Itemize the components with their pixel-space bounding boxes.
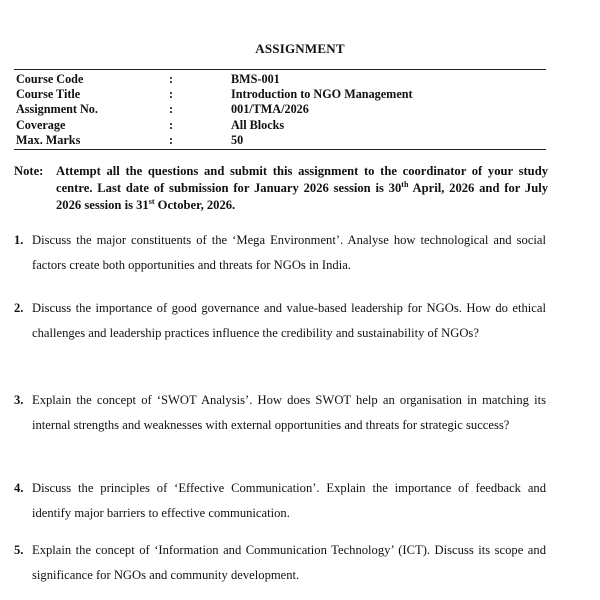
- question-number: 3.: [14, 393, 24, 407]
- question-5: [14, 538, 546, 587]
- question-4: [14, 476, 546, 525]
- info-colon: :: [169, 87, 174, 102]
- info-value: 001/TMA/2026: [231, 102, 309, 117]
- info-label: Max. Marks: [16, 132, 81, 147]
- bottom-divider: [14, 149, 546, 150]
- question-1: [14, 228, 546, 277]
- question-number: 1.: [14, 233, 24, 247]
- info-colon: :: [169, 117, 174, 132]
- question-3: [14, 388, 546, 437]
- question-number: 4.: [14, 481, 24, 495]
- question-text: Explain the concept of ‘Information and Communication Technology’ (ICT). Discuss its scope and significance for NGOs and community development.: [32, 543, 546, 582]
- info-colon: :: [169, 72, 174, 86]
- info-colon: :: [169, 132, 174, 147]
- note-label: Note:: [14, 164, 44, 178]
- question-text: Explain the concept of ‘SWOT Analysis’. How does SWOT help an organisation in matching its internal strengths and weaknesses with external opportunities and threats for strategic success?: [32, 393, 546, 432]
- info-label: Course Title: [16, 87, 81, 102]
- note-text-part: October, 2026.: [154, 198, 236, 212]
- submission-note: [14, 163, 548, 214]
- note-text-part: Attempt all the questions and submit this assignment to the coordinator of your study centre. Last date of submission for January 2026 session is 30: [56, 164, 548, 195]
- question-number: 2.: [14, 301, 24, 315]
- info-value: Introduction to NGO Management: [231, 87, 413, 102]
- info-row-course-title: [16, 87, 546, 102]
- info-row-max-marks: [16, 133, 546, 148]
- note-superscript: st: [148, 196, 155, 206]
- note-text-part: April, 2026 and for July 2026 session is 31: [56, 181, 548, 212]
- top-divider: [14, 69, 546, 70]
- info-row-assignment-no: [16, 102, 546, 117]
- question-text: Discuss the importance of good governance and value-based leadership for NGOs. How do ethical challenges and leadership practices influence the credibility and sustainability of NGOs?: [32, 301, 546, 340]
- info-label: Coverage: [16, 117, 66, 132]
- course-info-table: [16, 72, 546, 148]
- info-value: BMS-001: [231, 72, 280, 86]
- question-text: Discuss the principles of ‘Effective Communication’. Explain the importance of feedback and identify major barriers to effective communication.: [32, 481, 546, 520]
- info-row-course-code: [16, 72, 546, 87]
- info-colon: :: [169, 102, 174, 117]
- info-label: Assignment No.: [16, 102, 98, 117]
- page-title: ASSIGNMENT: [255, 41, 345, 56]
- note-superscript: th: [401, 179, 409, 189]
- question-2: [14, 296, 546, 345]
- note-text: [56, 163, 548, 214]
- info-row-coverage: [16, 118, 546, 133]
- info-value: All Blocks: [231, 117, 285, 132]
- info-value: 50: [231, 132, 244, 147]
- question-number: 5.: [14, 543, 24, 557]
- info-label: Course Code: [16, 72, 84, 86]
- question-text: Discuss the major constituents of the ‘Mega Environment’. Analyse how technological and social factors create both opportunities and threats for NGOs in India.: [32, 233, 546, 272]
